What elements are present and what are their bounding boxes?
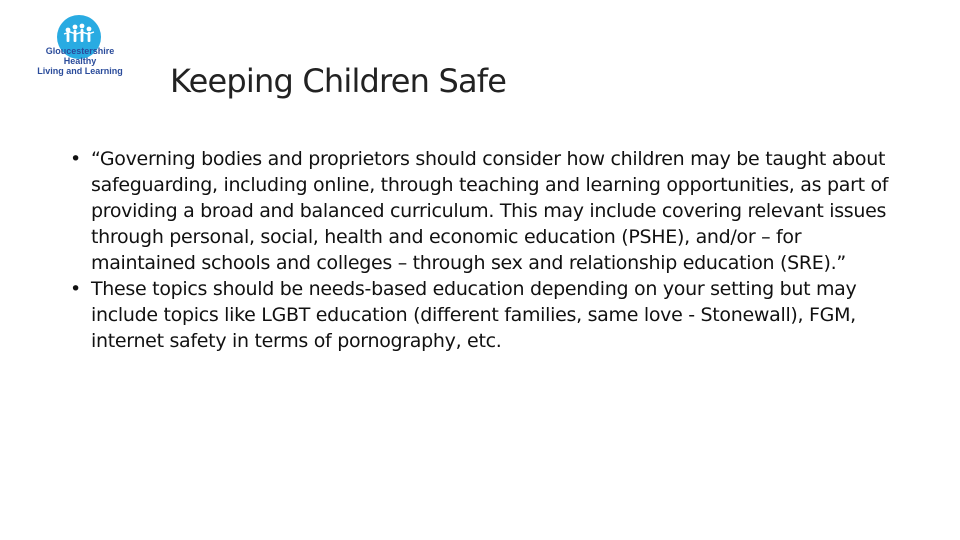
bullet-list: [70, 146, 900, 354]
logo-line-2: Healthy: [63, 56, 97, 66]
logo-line-1: Gloucestershire: [45, 46, 115, 56]
bullet-item: [70, 276, 900, 354]
organisation-logo: [30, 14, 130, 88]
bullet-text: “Governing bodies and proprietors should consider how children may be taught about safeguarding, including online, through teaching and learning opportunities, as part of providing a broad and balanced curriculum. This may include covering relevant issues through personal, social, health and economic education (PSHE), and/or – for maintained schools and colleges – through sex and relationship education (SRE).”: [91, 148, 889, 274]
slide-title: Keeping Children Safe: [170, 62, 507, 100]
bullet-item: [70, 146, 900, 276]
bullet-text: These topics should be needs-based education depending on your setting but may include topics like LGBT education (different families, same love - Stonewall), FGM, internet safety in terms of pornography, etc.: [91, 278, 857, 352]
bullet-icon: •: [70, 278, 81, 300]
bullet-icon: •: [70, 148, 81, 170]
logo-line-3: Living and Learning: [37, 66, 123, 76]
